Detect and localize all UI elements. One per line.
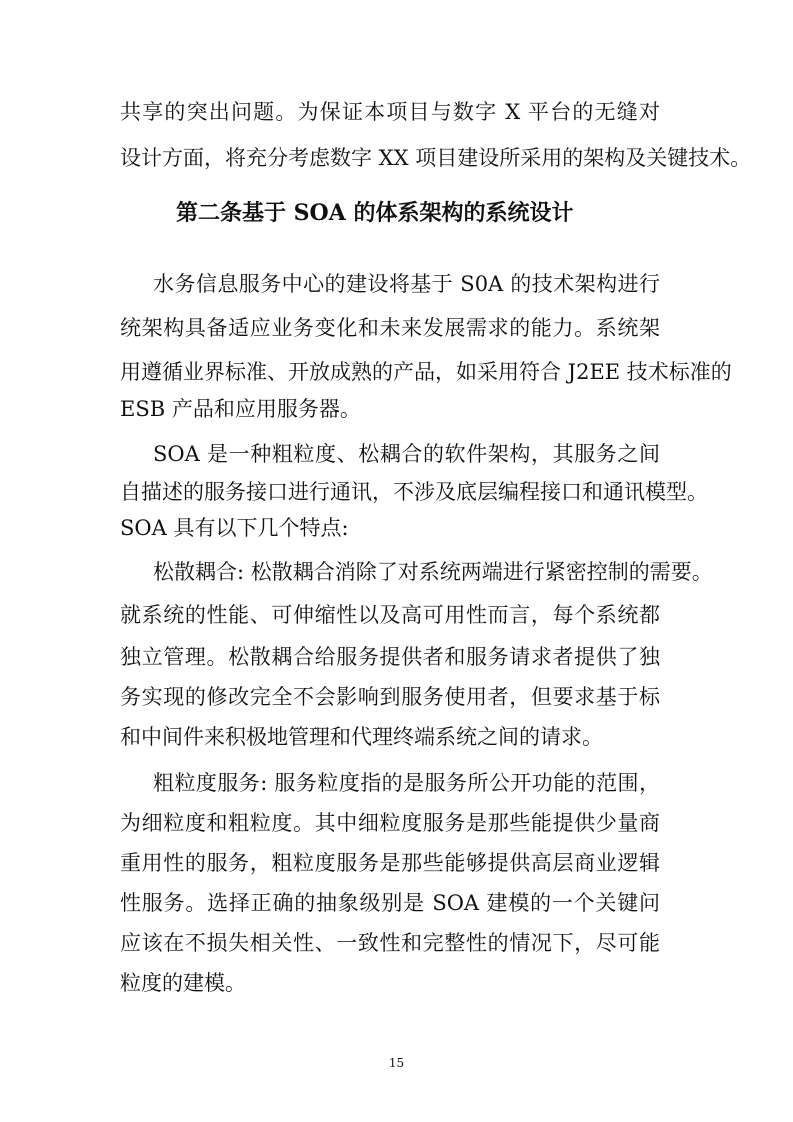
text-line: 性服务。选择正确的抽象级别是 SOA 建模的一个关键问 [120, 891, 660, 915]
text-line: 和中间件来积极地管理和代理终端系统之间的请求。 [120, 725, 603, 749]
text-line: 务实现的修改完全不会影响到服务使用者，但要求基于标 [120, 685, 660, 709]
page-number: 15 [388, 1056, 405, 1070]
text-line: SOA 是一种粗粒度、松耦合的软件架构，其服务之间 [153, 442, 660, 466]
text-line: SOA 具有以下几个特点: [120, 516, 349, 540]
text-line: 松散耦合: 松散耦合消除了对系统两端进行紧密控制的需要。 [153, 560, 713, 584]
text-line: 共享的突出问题。为保证本项目与数字 X 平台的无缝对 [120, 100, 660, 124]
text-line: 统架构具备适应业务变化和未来发展需求的能力。系统架 [120, 316, 660, 340]
text-line: 独立管理。松散耦合给服务提供者和服务请求者提供了独 [120, 645, 660, 669]
text-line: 应该在不损失相关性、一致性和完整性的情况下，尽可能 [120, 931, 660, 955]
text-line: 为细粒度和粗粒度。其中细粒度服务是那些能提供少量商 [120, 811, 660, 835]
section-heading: 第二条基于 SOA 的体系架构的系统设计 [176, 200, 574, 226]
text-line: 粗粒度服务: 服务粒度指的是服务所公开功能的范围， [153, 771, 660, 795]
text-line: 粒度的建模。 [120, 971, 246, 995]
text-line: 设计方面，将充分考虑数字 XX 项目建设所采用的架构及关键技术。 [120, 146, 752, 170]
text-line: 用遵循业界标准、开放成熟的产品，如采用符合 J2EE 技术标准的 [120, 360, 732, 384]
text-line: 重用性的服务，粗粒度服务是那些能够提供高层商业逻辑 [120, 851, 660, 875]
text-line: 就系统的性能、可伸缩性以及高可用性而言，每个系统都 [120, 603, 660, 627]
text-line: 水务信息服务中心的建设将基于 S0A 的技术架构进行 [153, 272, 660, 296]
text-line: ESB 产品和应用服务器。 [120, 397, 361, 421]
text-line: 自描述的服务接口进行通讯，不涉及底层编程接口和通讯模型。 [120, 480, 708, 504]
